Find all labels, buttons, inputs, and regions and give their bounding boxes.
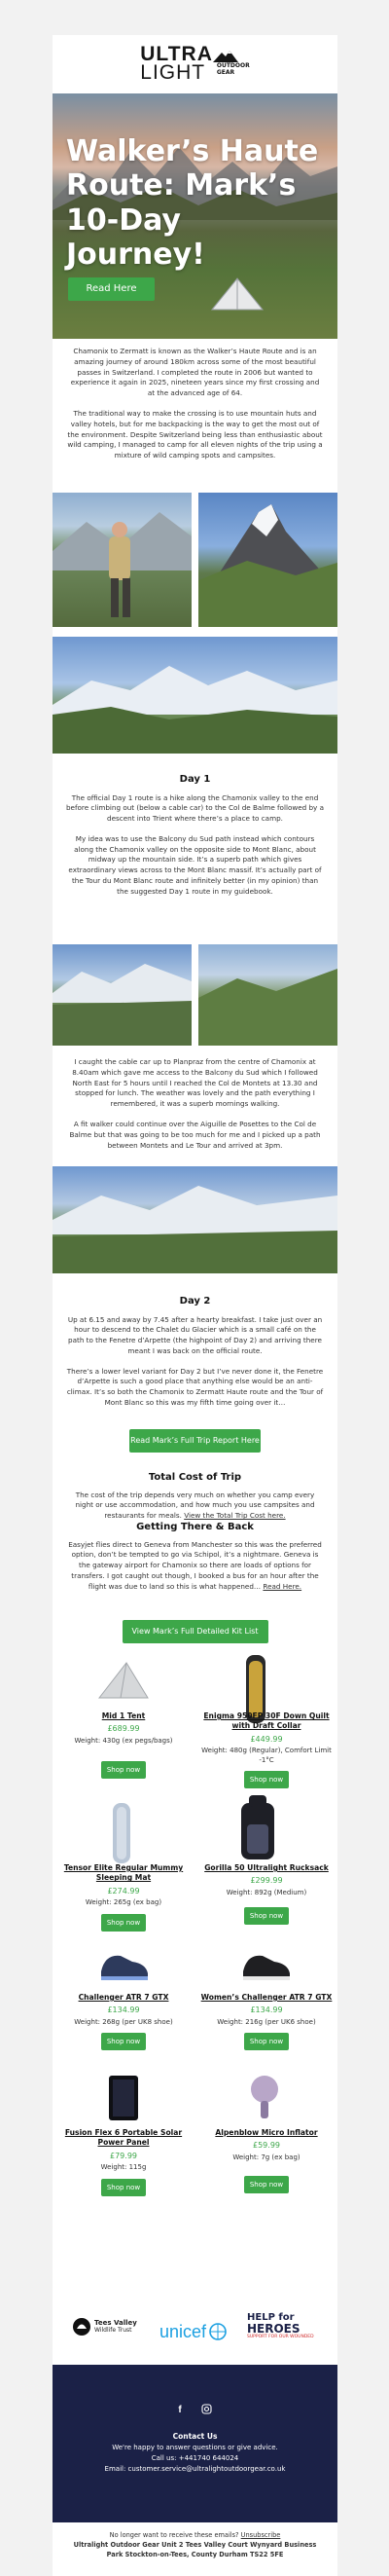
full-trip-report-button[interactable]: Read Mark’s Full Trip Report Here xyxy=(129,1429,261,1453)
contact-title: Contact Us xyxy=(172,2432,218,2441)
travel-section xyxy=(53,1521,337,1592)
product-card xyxy=(55,1863,192,1932)
instagram-icon[interactable] xyxy=(201,2404,212,2414)
tees-line2: Wildlife Trust xyxy=(94,2326,132,2334)
day2-paragraph-1: Up at 6.15 and away by 7.45 after a hearty breakfast. I take just over an hour to descend to the Chalet du Glacier which is a small café on the path to the Fenetre d’Arpette (the highpoint of Day 2) and arriving there meant I was back on the official route. xyxy=(67,1314,323,1355)
hfh-line3: SUPPORT FOR OUR WOUNDED xyxy=(247,2335,314,2339)
shop-now-button[interactable]: Shop now xyxy=(244,2176,289,2193)
hero-banner xyxy=(53,93,337,339)
tent-icon xyxy=(93,1659,152,1703)
photo-matterhorn xyxy=(198,493,337,627)
email-body xyxy=(53,35,337,2576)
day1-paragraph-1: The official Day 1 route is a hike along the Chamonix valley to the end before climbing out (below a cable car) to the Col de Balme followed by a descent into Trient where there’s a place to camp. xyxy=(66,792,324,824)
product-weight: Weight: 115g xyxy=(100,2163,147,2172)
unicef-text: unicef xyxy=(159,2322,207,2341)
product-weight: Weight: 480g (Regular), Comfort Limit -1°C xyxy=(201,1747,332,1764)
product-name[interactable]: Challenger ATR 7 GTX xyxy=(78,1993,169,2002)
kit-list-button[interactable]: View Mark’s Full Detailed Kit List Here xyxy=(123,1620,268,1643)
tees-valley-wildlife-trust-logo[interactable] xyxy=(72,2317,137,2337)
travel-read-here-link[interactable]: Read Here. xyxy=(263,1581,302,1591)
product-name[interactable]: Tensor Elite Regular Mummy Sleeping Mat xyxy=(63,1863,184,1883)
footer xyxy=(53,2365,337,2522)
intro-section xyxy=(53,347,337,461)
tees-line1: Tees Valley xyxy=(94,2318,137,2327)
contact-email[interactable]: Email: customer.service@ultralightoutdoorgear.co.uk xyxy=(104,2464,286,2473)
company-address: Ultralight Outdoor Gear Unit 2 Tees Valley Court Wynyard Business Park Stockton-on-Tees, County Durham TS22 5FE xyxy=(73,2541,317,2559)
mountain-logo-icon xyxy=(213,51,238,62)
hfh-line2: HEROES xyxy=(247,2322,301,2336)
facebook-icon[interactable]: f xyxy=(178,2405,182,2415)
product-price: £134.99 xyxy=(107,2006,140,2015)
shoe-icon xyxy=(239,1948,294,1983)
product-name[interactable]: Fusion Flex 6 Portable Solar Power Panel xyxy=(64,2128,183,2148)
day2-paragraph-2: There’s a lower level variant for Day 2 but I’ve never done it, the Fenetre d’Arpette is such a good place that anything else would be an anti-climax. It’s so both the Chamonix to Zermatt Haute route and the Tour of Mont Blanc so this was my fifth time going over it… xyxy=(66,1366,324,1408)
shop-now-button[interactable]: Shop now xyxy=(244,2033,289,2050)
sleeping-mat-icon xyxy=(109,1803,134,1863)
shop-now-button[interactable]: Shop now xyxy=(101,1914,146,1932)
total-trip-cost-link[interactable]: View the Total Trip Cost here. xyxy=(184,1511,286,1521)
unicef-logo[interactable] xyxy=(159,2319,227,2344)
product-card xyxy=(198,2128,335,2193)
product-weight: Weight: 268g (per UK8 shoe) xyxy=(74,2017,173,2026)
product-price: £274.99 xyxy=(107,1886,140,1895)
product-card xyxy=(198,1993,335,2050)
day1-paragraph-2: My idea was to use the Balcony du Sud path instead which contours along the Chamonix valley on the opposite side to Mont Blanc, about midway up the mountain side. It’s a superb path which gives extraordinary views across to the Mont Blanc massif. It’s actually part of the Tour du Mont Blanc route and infinitely better (in my opinion) than the suggested Day 1 route in my guidebook. xyxy=(68,833,322,896)
product-weight: Weight: 265g (ex bag) xyxy=(85,1898,162,1907)
contact-phone[interactable]: Call us: +441740 644024 xyxy=(151,2453,239,2462)
day1-heading: Day 1 xyxy=(179,774,211,785)
globe-icon xyxy=(209,2323,227,2340)
partners-row xyxy=(53,2311,337,2350)
shop-now-button[interactable]: Shop now xyxy=(101,1761,146,1779)
product-price: £449.99 xyxy=(250,1734,283,1744)
travel-text: Easyjet flies direct to Geneva from Manchester so this was the preferred option, don’t be tempted to go via Schipol, it’s a nightmare. Geneva is the gateway airport for Chamonix so there are loads of options for transfers. I got caught out though, I booked a bus for an hour after the flight was due to land so this is what happened… xyxy=(68,1539,322,1591)
logo-outdoor-text: OUTDOOR xyxy=(216,62,250,70)
product-card xyxy=(55,1711,192,1779)
logo-ultra-text: ULTRA xyxy=(140,43,213,66)
product-name[interactable]: Alpenblow Micro Inflator xyxy=(215,2128,318,2137)
photo-green-slopes xyxy=(198,944,337,1046)
cost-section xyxy=(53,1471,337,1522)
shoe-icon xyxy=(97,1948,152,1983)
logo-gear-text: GEAR xyxy=(216,68,235,76)
product-weight: Weight: 430g (ex pegs/bags) xyxy=(74,1736,173,1745)
tent-image xyxy=(208,275,266,313)
shop-now-button[interactable]: Shop now xyxy=(101,2033,146,2050)
product-card xyxy=(55,2128,192,2196)
read-here-button[interactable]: Read Here xyxy=(68,277,155,301)
logo-light-text: LIGHT xyxy=(140,61,206,84)
intro-paragraph-2: The traditional way to make the crossing is to use mountain huts and valley hotels, but for me backpacking is the way to get the most out of the environment. Despite Switzerland being less than enthusiastic about wild camping, I managed to camp for all eleven nights of the trip using a mixture of wild camping spots and campsites. xyxy=(67,408,323,460)
photo-hiker xyxy=(53,493,192,627)
product-price: £59.99 xyxy=(253,2141,280,2151)
day1-continued xyxy=(53,1057,337,1151)
badger-icon xyxy=(72,2317,91,2337)
product-weight: Weight: 7g (ex bag) xyxy=(232,2153,301,2161)
day2-heading: Day 2 xyxy=(179,1296,211,1306)
shop-now-button[interactable]: Shop now xyxy=(244,1907,289,1925)
solar-panel-icon xyxy=(107,2074,140,2122)
product-price: £134.99 xyxy=(250,2006,283,2015)
rucksack-icon xyxy=(233,1795,282,1863)
product-card xyxy=(198,1711,335,1788)
contact-line-1: We're happy to answer questions or give advice. xyxy=(112,2443,278,2451)
product-price: £79.99 xyxy=(110,2151,137,2160)
product-weight: Weight: 892g (Medium) xyxy=(226,1888,307,1896)
brand-logo[interactable] xyxy=(140,43,250,84)
shop-now-button[interactable]: Shop now xyxy=(244,1771,289,1788)
photo-valley-view xyxy=(53,944,192,1046)
product-price: £689.99 xyxy=(107,1724,140,1734)
product-name[interactable]: Mid 1 Tent xyxy=(101,1711,146,1720)
cost-heading: Total Cost of Trip xyxy=(148,1472,242,1483)
photo-alpine-meadow xyxy=(53,1166,337,1273)
day1-paragraph-3: I caught the cable car up to Planpraz from the centre of Chamonix at 8.40am which gave me access to the Balcony du Sud which I followed North East for 5 hours until I reached the Col de Montets at 13.30 and stopped for lunch. The weather was lovely and the path everything I remembered, it was a superb mornings walking. xyxy=(72,1057,318,1109)
help-for-heroes-logo[interactable] xyxy=(247,2313,314,2340)
shop-now-button[interactable]: Shop now xyxy=(101,2179,146,2196)
product-name[interactable]: Enigma 950FP 30F Down Quilt with Draft Collar xyxy=(203,1711,330,1731)
inflator-icon xyxy=(249,2072,280,2120)
unsubscribe-prompt: No longer want to receive these emails? xyxy=(109,2531,239,2539)
intro-paragraph-1: Chamonix to Zermatt is known as the Walker’s Haute Route and is an amazing journey of around 180km across some of the most beautiful passes in Switzerland. I completed the route in 2006 but wanted to experience it again in 2025, nineteen years since my first crossing and at the advanced age of 64. xyxy=(70,347,320,398)
day2-section xyxy=(53,1295,337,1409)
travel-heading: Getting There & Back xyxy=(136,1522,254,1532)
product-weight: Weight: 216g (per UK6 shoe) xyxy=(217,2017,316,2026)
hero-title: Walker’s Haute Route: Mark’s 10-Day Journey! xyxy=(66,134,319,273)
product-name[interactable]: Women’s Challenger ATR 7 GTX xyxy=(200,1993,333,2002)
product-price: £299.99 xyxy=(250,1876,283,1886)
unsubscribe-link[interactable]: Unsubscribe xyxy=(240,2531,281,2539)
product-card xyxy=(198,1863,335,1925)
hfh-line1: HELP for xyxy=(247,2312,295,2323)
day1-paragraph-4: A fit walker could continue over the Aiguille de Posettes to the Col de Balme but that was going to be too much for me and I picked up a path between Montets and Le Tour and arrived at 3pm. xyxy=(69,1119,321,1150)
photo-mont-blanc-panorama xyxy=(53,637,337,754)
logo-bar xyxy=(53,35,337,93)
product-card xyxy=(55,1993,192,2050)
product-name[interactable]: Gorilla 50 Ultralight Rucksack xyxy=(204,1863,329,1872)
cost-text: The cost of the trip depends very much on whether you camp every night or use accommodation, and how much you use campsites and restaurants for meals. xyxy=(75,1490,315,1521)
legal-footer xyxy=(53,2530,337,2560)
day1-section xyxy=(53,773,337,898)
